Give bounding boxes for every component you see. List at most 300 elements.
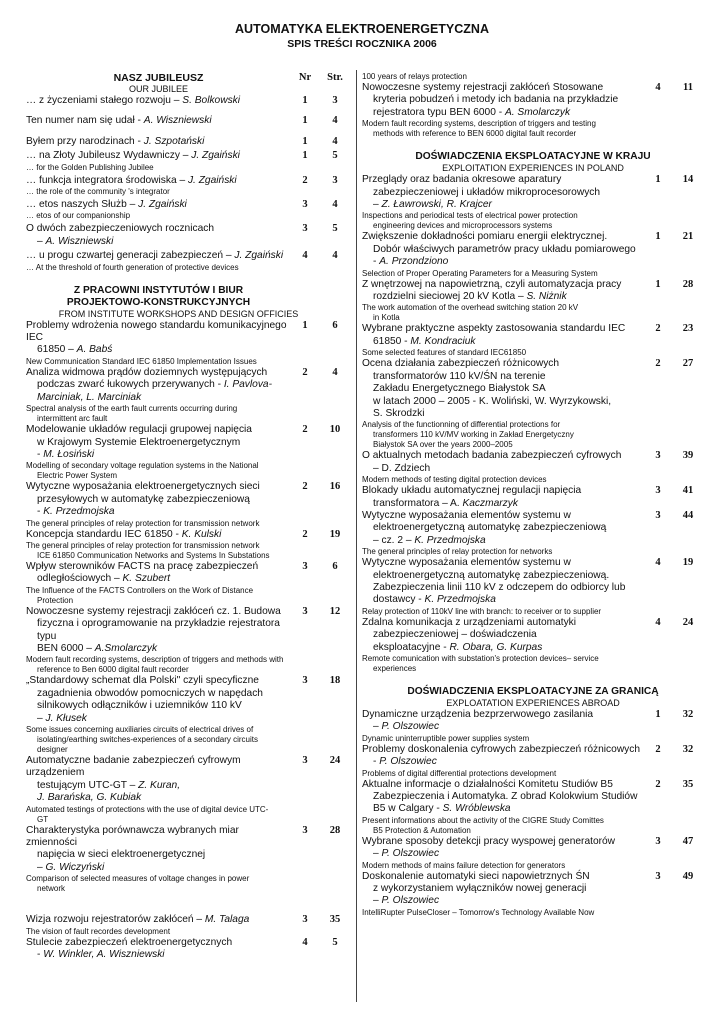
entry-page: 5 [332,150,338,162]
entry-title: Blokady układu automatycznej regulacji napięcia [362,485,582,497]
entry-page: 32 [682,709,694,720]
entry-title: Problemy wdrożenia nowego standardu komunikacyjnego IEC [26,319,287,344]
entry-author: K. Przedmojska [424,594,496,606]
entry-page: 4 [332,135,338,147]
entry-line: – P. Olszowiec [373,848,440,860]
entry-en: Remote comunication with substation's protection devices– service [362,654,599,663]
section-title: DOŚWIADCZENIA EKSPLOATACYJNE W KRAJU [415,151,651,163]
entry-en: methods with reference to BEN 6000 digital fault recorder [373,129,577,139]
entry-page: 23 [682,323,694,335]
entry-en: Protection [37,595,74,605]
entry-author: G. Wiczyński [45,861,105,873]
entry-number: 4 [655,557,661,569]
top-entry [362,82,704,139]
entry-title: O dwóch zabezpieczeniowych rocznicach [26,223,214,235]
entry-author: M. Talaga [204,914,250,926]
entry-line [26,688,291,700]
entry-title: Nowoczesne systemy rejestracji zakłóceń Stosowane [362,82,604,93]
entry-text [362,358,644,420]
toc-entry [362,744,704,779]
entry-title: Wytyczne wyposażania elektroenergetycznych sieci [26,481,260,493]
entry-number: 3 [302,675,308,687]
toc-entry-row [362,557,704,607]
entry-line [362,522,644,534]
entry-en: Relay protection of 110kV line with branch: to receiver or to supplier [362,606,602,616]
entry-line [362,836,644,848]
toc-entry-row [26,424,351,461]
entry-line: - M. Łosiński [37,448,95,460]
entry-line [362,629,644,641]
entry-number: 1 [302,135,308,147]
entry-title: Zwiększenie dokładności pomiaru energii elektrycznej. [362,231,608,243]
entry-en: The Influence of the FACTS Controllers on the Work of Distance [26,585,254,595]
entry-author: R. Obara, G. Kurpas [449,641,543,653]
entry-en: reference to Ben 6000 digital fault recorder [37,665,189,675]
entry-text [362,744,644,769]
abroad-list [362,709,704,918]
entry-title: elektroenergetyczną automatykę zabezpieczeniową. [373,569,610,581]
entry-line [362,570,644,582]
entry-author: J. Zgaiński [234,250,284,262]
section-title-en: OUR JUBILEE [128,84,188,94]
entry-line [362,358,644,370]
toc-entry-row [362,82,704,119]
section-title: DOŚWIADCZENIA EKSPLOATACYJNE ZA GRANICĄ [407,686,659,697]
entry-en: Modern fault recording systems, description of triggers and methods with [26,655,284,665]
entry-text [362,617,644,654]
entry-title: napięcia w sieci elektroenergetycznej [37,849,206,861]
entry-author: J. Zgaiński [191,150,240,162]
entry-title: … etos naszych Służb – [26,199,139,211]
entry-text [26,914,291,926]
entry-number: 3 [655,870,661,882]
entry-text [26,95,291,107]
entry-text [26,561,291,586]
entry-line [26,136,291,148]
entry-text [26,606,291,656]
entry-en: Some issues concerning auxiliaries circuits of electrical drives of [26,725,254,734]
entry-title: w Krajowym Systemie Elektroenergetycznym [37,436,241,448]
entry-title: fizyczna i oprogramowanie na przykładzie rejestratora typu [37,618,280,642]
entry-author: P. Olszowiec [379,756,437,768]
entry-page: 5 [332,223,338,235]
entry-text [362,779,644,816]
entry-en: The work automation of the overhead switching station 20 kV [362,303,579,313]
poland-list [362,174,704,674]
toc-entry-row [26,199,351,211]
entry-line: – P. Olszowiec [373,721,440,733]
entry-title: Dynamiczne urządzenia bezprzerwowego zasilania [362,709,594,720]
entry-line [26,529,291,541]
section-title-en: EXPLOITATION EXPERIENCES IN POLAND [442,163,624,174]
entry-en: ICE 61850 Communication Networks and Systems In Substations [37,550,270,560]
entry-title: … z życzeniami stałego rozwoju – [26,95,183,106]
entry-line [26,379,291,391]
entry-number: 3 [655,450,661,462]
toc-entry [362,557,704,617]
entry-number: 4 [655,82,661,93]
entry-author: A. Przondziono [379,256,449,268]
entry-text [26,755,291,805]
entry-page: 28 [682,278,694,290]
entry-en: … etos of our companionship [26,211,131,221]
toc-entry [26,561,351,606]
entry-author: J. Szpotański [143,135,205,147]
entry-en: Automated testings of protections with the use of digital device UTC- [26,804,269,814]
entry-text [362,323,644,348]
entry-line [26,937,291,949]
entry-title: silnikowych odłączników i uziemników 110 kV [37,700,242,712]
entry-number: 1 [655,278,661,290]
entry-number: 3 [302,605,308,617]
entry-title: Wybrane praktyczne aspekty zastosowania standardu IEC [362,323,626,335]
entry-text [26,199,291,211]
entry-author: Z. Ławrowski, R. Krajcer [381,199,492,211]
entry-en: … the role of the community 's integrator [26,187,170,197]
toc-entry [362,871,704,918]
entry-line [26,236,291,248]
entry-text [362,836,644,861]
entry-title: Wizja rozwoju rejestratorów zakłóceń – [26,914,205,926]
entry-en: Modelling of secondary voltage regulation systems in the National [26,461,259,471]
toc-entry-row [362,744,704,769]
toc-entry-row [362,358,704,420]
toc-entry-row [26,223,351,248]
entry-title: 61850 – [37,344,77,356]
entry-number: 2 [655,323,661,335]
entry-line [362,642,644,654]
entry-title: Automatyczne badanie zabezpieczeń cyfrowym urządzeniem [26,755,241,779]
entry-page: 27 [682,358,694,370]
entry-text [362,709,644,734]
entry-title: Aktualne informacje o działalności Komitetu Studiów B5 [362,778,613,790]
entry-line [362,535,644,547]
section-title: PROJEKTOWO-KONSTRUKCYJNYCH [66,296,251,308]
entry-number: 3 [655,509,661,521]
entry-line [26,780,291,792]
entry-title: w latach 2000 – 2005 - K. Woliński, W. Wyrzykowski, [373,395,612,407]
section-title-en: EXPLOATATION EXPERIENCES ABROAD [446,698,620,708]
toc-entry [362,82,704,139]
toc-entry [362,279,704,324]
entry-en: Inspections and periodical tests of electrical power protection [362,211,578,221]
str-header: Str. [327,72,343,83]
entry-line: - A. Przondziono [373,256,449,268]
entry-text [26,320,291,357]
entry-line [26,494,291,506]
entry-line [362,396,644,408]
entry-text [26,825,291,875]
entry-number: 1 [302,115,308,127]
entry-number: 2 [655,743,661,755]
column-divider [356,70,357,1002]
entry-en: The general principles of relay protection for transmission network [26,540,260,550]
entry-line: – J. Kłusek [37,712,87,724]
nr-header: Nr [298,72,312,83]
entry-line [362,187,644,199]
entry-number: 1 [302,150,308,162]
entry-author: M. Kondraciuk [410,335,476,347]
entry-line [362,82,644,94]
entry-line [26,437,291,449]
toc-entry [362,779,704,836]
toc-entry-row [362,279,704,304]
entry-line [26,223,291,235]
entry-number: 2 [655,778,661,790]
entry-en: B5 Protection & Automation [373,825,471,835]
entry-number: 3 [302,755,308,766]
toc-entry-row [26,755,351,805]
entry-title: BEN 6000 – [37,642,95,654]
entry-title: Wybrane sposoby detekcji pracy wyspowej generatorów [362,835,616,847]
entry-page: 16 [329,481,341,493]
entry-line [26,792,291,804]
entry-line [26,344,291,356]
entry-text [362,510,644,547]
toc-entry-row [26,115,351,127]
entry-page: 10 [329,424,341,436]
entry-line [362,791,644,803]
toc-entry-row [362,617,704,654]
entry-title: O aktualnych metodach badania zabezpieczeń cyfrowych [362,450,622,462]
entry-en: Analysis of the functionning of differential protections for [362,420,561,430]
entry-line [26,250,291,262]
entry-title: Byłem przy narodzinach - [26,135,144,147]
entry-author: A. Smolarczyk [504,106,571,118]
entry-line [362,371,644,383]
jubilee-list [26,95,351,273]
entry-title: z wykorzystaniem wyłączników nowej generacji [373,883,587,895]
entry-title: elektroenergetyczną automatykę zabezpieczeniową [373,522,607,534]
entry-text [26,481,291,518]
entry-title: Zabezpieczenia i Automatyka. Z obrad Kolokwium Studiów [373,791,638,803]
section-title: NASZ JUBILEUSZ [113,72,204,84]
entry-text [26,675,291,725]
toc-entry [26,529,351,561]
entry-author: J. Kłusek [45,712,87,724]
entry-en: transformers 110 kV/MV working in Zakład Energetyczny [373,430,574,440]
toc-entry-row [362,323,704,348]
left-column [26,72,351,961]
entry-line [26,561,291,573]
toc-entry-row [26,825,351,875]
entry-page: 39 [682,450,694,462]
toc-entry-row [26,914,351,926]
entry-number: 3 [302,199,308,211]
toc-entry-row [362,836,704,861]
toc-entry [362,231,704,278]
entry-author: A. Wiszniewski [45,235,114,247]
toc-entry [362,323,704,358]
entry-title: transformatora – A. [373,497,463,509]
institutes-list [26,320,351,962]
entry-text [362,82,644,119]
entry-page: 4 [332,250,338,262]
entry-line [362,463,644,475]
entry-text [26,136,291,148]
left-column-header [26,72,351,84]
toc-entry [362,358,704,450]
entry-line [362,450,644,462]
entry-line [26,367,291,379]
entry-title: Zabezpieczenia linii 110 kV z odczepem do odbiorcy lub [373,581,626,593]
entry-number: 1 [302,95,308,106]
entry-title: Zakładu Energetycznego Białystok SA [373,383,546,395]
entry-line [26,95,291,107]
entry-author: A.Smolarczyk [94,642,158,654]
entry-text [26,175,291,187]
entry-line [26,481,291,493]
entry-title: Ocena działania zabezpieczeń różnicowych [362,358,560,370]
entry-author: K. Szubert [122,573,171,585]
entry-line [26,755,291,780]
entry-title: Problemy doskonalenia cyfrowych zabezpieczeń różnicowych [362,743,641,755]
entry-title: zabezpieczeniowej i układów mikroprocesorowych [373,186,601,198]
entry-text [26,250,291,262]
entry-en: Electric Power System [37,471,118,481]
entry-title: rozdzielni sieciowej 20 kV Kotla – [373,291,527,303]
entry-page: 19 [682,557,694,569]
entry-line [26,825,291,850]
entry-line [362,279,644,291]
entry-en: The general principles of relay protection for networks [362,547,553,557]
entry-title: Zdalna komunikacja z urządzeniami automatyki [362,616,577,628]
entry-number: 3 [302,914,308,926]
entry-number: 4 [655,616,661,628]
entry-number: 4 [302,936,308,948]
entry-en: … for the Golden Publishing Jubilee [26,162,154,172]
entry-en: Dynamic uninterruptible power supplies system [362,733,530,743]
entry-en: New Communication Standard IEC 61850 Implementation Issues [26,356,257,366]
entry-author: P. Olszowiec [381,848,440,860]
entry-line [362,557,644,569]
entry-author: A. Wiszniewski [143,115,212,127]
entry-number: 2 [302,481,308,493]
entry-line [26,573,291,585]
section-title: Z PRACOWNI INSTYTUTÓW I BIUR [73,284,244,296]
entry-page: 3 [332,95,338,106]
entry-title: kryteria pobudzeń i metody ich badania na przykładzie [373,94,619,106]
entry-author: K. Przedmojska [43,506,115,518]
entry-text [362,231,644,268]
toc-entry [26,481,351,528]
toc-entry [26,937,351,962]
entry-page: 41 [682,485,694,497]
toc-entry-row [26,95,351,107]
entry-page: 6 [332,560,338,572]
entry-author: A. Babś [76,344,113,356]
toc-entry [362,174,704,231]
toc-entry [26,250,351,272]
entry-line [26,700,291,712]
entry-title: zagadnienia obwodów pomocniczych w napędach [37,687,263,699]
entry-en: Spectral analysis of the earth fault currents occurring during [26,404,238,414]
entry-en: experiences [373,664,417,673]
entry-title: Ten numer nam się udał - [26,115,144,127]
entry-line [26,392,291,404]
entry-line [362,803,644,815]
toc-entry [26,367,351,424]
entry-title: Z wnętrzowej na napowietrzną, czyli automatyzacja pracy [362,278,622,290]
toc-entry [362,836,704,871]
toc-entry-row [26,175,351,187]
entry-line [26,175,291,187]
entry-number: 1 [655,231,661,243]
toc-entry-row [26,529,351,541]
entry-text [26,150,291,162]
entry-author: P. Olszowiec [381,895,440,907]
toc-entry [26,95,351,107]
entry-line [26,675,291,687]
entry-en: … At the threshold of fourth generation of protective devices [26,262,239,272]
entry-line [26,618,291,643]
entry-number: 2 [302,174,308,186]
entry-title: Nowoczesne systemy rejestracji zakłóceń cz. 1. Budowa [26,605,281,617]
toc-entry-row [26,606,351,656]
entry-title: Modelowanie układów regulacji grupowej napięcia [26,424,252,436]
entry-line [362,174,644,186]
toc-entry [26,199,351,221]
entry-page: 4 [332,115,338,127]
entry-en: isolating/earthing switches-experiences of a secondary circuits [37,735,258,744]
entry-number: 3 [302,560,308,572]
entry-text [362,174,644,211]
entry-line: - P. Olszowiec [373,756,437,768]
entry-text [362,279,644,304]
entry-number: 3 [655,485,661,497]
entry-line [362,485,644,497]
entry-line: – Z. Ławrowski, R. Krajcer [373,199,492,211]
entry-author: P. Olszowiec [381,721,440,733]
entry-page: 32 [682,743,694,755]
toc-entry-row [362,485,704,510]
entry-line [26,424,291,436]
entry-text [26,223,291,248]
entry-line [26,606,291,618]
entry-title: Wytyczne wyposażania elementów systemu w [362,509,571,521]
entry-text [26,115,291,127]
entry-text [362,557,644,607]
entry-title: testującym UTC-GT – [37,779,139,791]
entry-line [362,709,644,721]
entry-en: Modern methods of mains failure detection for generators [362,860,566,870]
entry-line [362,291,644,303]
entry-number: 3 [302,824,308,836]
toc-entry [26,755,351,825]
entry-page: 11 [683,82,693,93]
entry-en: The vision of fault recordes development [26,926,171,936]
entry-number: 2 [302,528,308,540]
toc-entry [362,510,704,557]
entry-text [26,937,291,962]
entry-page: 35 [329,914,341,926]
toc-entry-row [26,675,351,725]
entry-title: przesyłowych w automatykę zabezpieczeniową [37,493,250,505]
entry-text [26,424,291,461]
entry-title: transformatorów 110 kV/ŚN na terenie [373,370,546,382]
entry-author: S. Bolkowski [182,95,241,106]
entry-page: 3 [332,174,338,186]
entry-author: K. Kulski [181,528,222,540]
entry-author: Z. Kuran, [138,779,181,791]
entry-author: J. Zgaiński [187,174,237,186]
entry-line [362,94,644,106]
toc-entry [26,914,351,936]
entry-en: designer [37,745,68,754]
toc-entry-row [362,871,704,908]
document-subtitle: SPIS TREŚCI ROCZNIKA 2006 [287,38,437,50]
entry-line [362,617,644,629]
